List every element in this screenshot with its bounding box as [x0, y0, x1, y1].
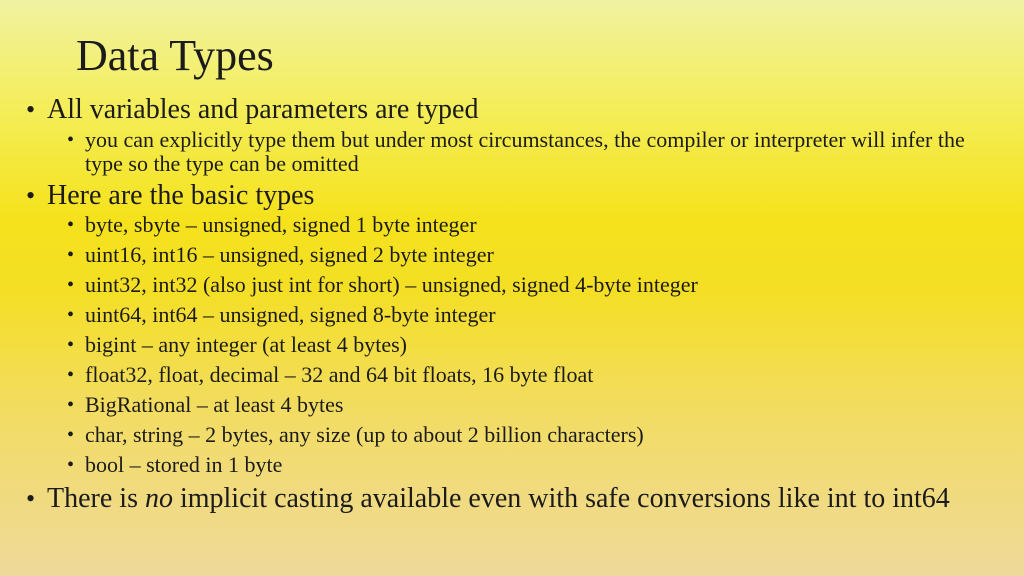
bullet-glyph: •: [26, 95, 36, 124]
bullet-item: [26, 94, 986, 125]
sub-bullet-glyph: •: [67, 454, 75, 476]
sub-bullet-glyph: •: [67, 244, 75, 266]
sub-bullet-text: byte, sbyte – unsigned, signed 1 byte integer: [85, 212, 477, 237]
sub-bullet-glyph: •: [67, 394, 75, 416]
sub-bullet-item: [26, 393, 986, 417]
sub-bullet-item: [26, 273, 986, 297]
sub-bullet-text: float32, float, decimal – 32 and 64 bit floats, 16 byte float: [85, 362, 594, 387]
sub-bullet-text: uint64, int64 – unsigned, signed 8-byte integer: [85, 302, 496, 327]
sub-bullet-glyph: •: [67, 129, 75, 151]
sub-bullet-glyph: •: [67, 214, 75, 236]
bullet-glyph: •: [26, 181, 36, 210]
sub-bullet-glyph: •: [67, 274, 75, 296]
sub-bullet-item: [26, 243, 986, 267]
bullet-text: Here are the basic types: [47, 180, 315, 211]
sub-bullet-item: [26, 213, 986, 237]
sub-bullet-glyph: •: [67, 334, 75, 356]
bullet-text-emphasis: no: [144, 483, 173, 514]
slide-body: [26, 94, 986, 514]
sub-bullet-text: you can explicitly type them but under most circumstances, the compiler or interpreter will infer the type so the type can be omitted: [85, 127, 965, 176]
sub-bullet-glyph: •: [67, 424, 75, 446]
slide-title: Data Types: [76, 31, 274, 80]
sub-bullet-item: [26, 303, 986, 327]
sub-bullet-text: char, string – 2 bytes, any size (up to about 2 billion characters): [85, 422, 644, 447]
bullet-item: [26, 180, 986, 211]
sub-bullet-glyph: •: [67, 364, 75, 386]
sub-bullet-item: [26, 423, 986, 447]
bullet-item: [26, 483, 986, 514]
sub-bullet-glyph: •: [67, 304, 75, 326]
sub-bullet-item: [26, 128, 986, 176]
sub-bullet-text: uint32, int32 (also just int for short) – unsigned, signed 4-byte integer: [85, 272, 698, 297]
sub-bullet-item: [26, 363, 986, 387]
bullet-glyph: •: [26, 484, 36, 513]
sub-bullet-text: bigint – any integer (at least 4 bytes): [85, 332, 407, 357]
sub-bullet-text: BigRational – at least 4 bytes: [85, 392, 344, 417]
sub-bullet-list: [26, 213, 986, 477]
sub-bullet-text: bool – stored in 1 byte: [85, 452, 283, 477]
bullet-text-before: There is: [47, 483, 145, 514]
sub-bullet-item: [26, 453, 986, 477]
bullet-text: All variables and parameters are typed: [47, 94, 479, 125]
bullet-text-after: implicit casting available even with safe conversions like int to int64: [172, 483, 950, 514]
sub-bullet-item: [26, 333, 986, 357]
sub-bullet-text: uint16, int16 – unsigned, signed 2 byte integer: [85, 242, 494, 267]
